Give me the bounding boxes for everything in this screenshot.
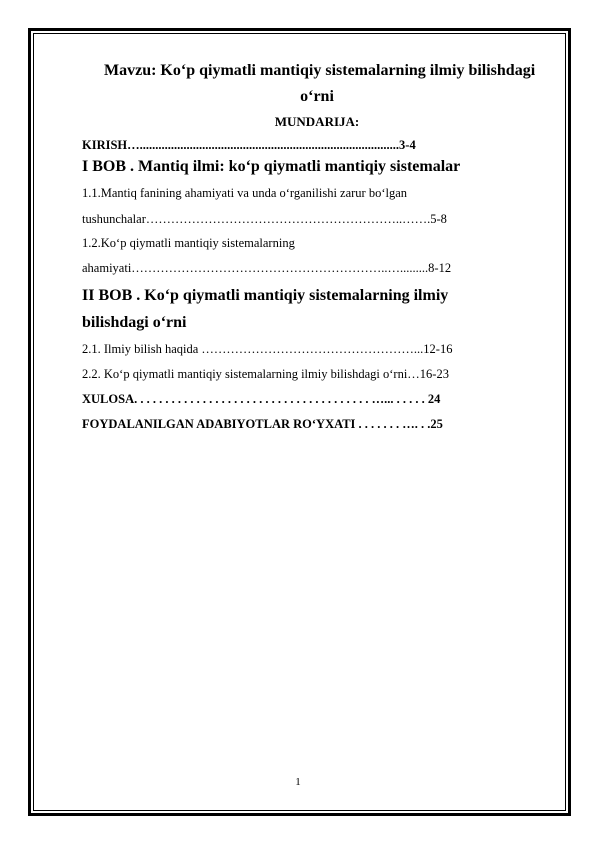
toc-entry-1-2-line-2: ahamiyati……………………………………………………..….........8-12 — [82, 261, 452, 275]
document-title-line-1: Mavzu: Ko‘p qiymatli mantiqiy sistemalarning ilmiy bilishdagi — [104, 62, 536, 79]
toc-entry-2-1: 2.1. Ilmiy bilish haqida ……………………………………………...12-16 — [82, 342, 453, 356]
toc-entry-conclusion: XULOSA. . . . . . . . . . . . . . . . . . . . . . . . . . . . . . . . . . . . . . …... . . . . . 24 — [82, 392, 441, 406]
contents-heading: MUNDARIJA: — [274, 114, 360, 129]
toc-entry-2-2: 2.2. Ko‘p qiymatli mantiqiy sistemalarning ilmiy bilishdagi o‘rni…16-23 — [82, 367, 449, 381]
toc-entry-bibliography: FOYDALANILGAN ADABIYOTLAR RO‘YXATI . . . . . . . …. . .25 — [82, 417, 443, 431]
toc-chapter-2-line-1: II BOB . Ko‘p qiymatli mantiqiy sistemalarning ilmiy — [82, 287, 449, 304]
page-number: 1 — [295, 776, 301, 788]
toc-entry-1-2-line-1: 1.2.Ko‘p qiymatli mantiqiy sistemalarning — [82, 236, 295, 250]
toc-entry-1-1-line-2: tushunchalar……………………………………………………..…….5-8 — [82, 212, 447, 226]
toc-entry-1-1-line-1: 1.1.Mantiq fanining ahamiyati va unda o‘rganilishi zarur bo‘lgan — [82, 186, 408, 200]
document-title-line-2: o‘rni — [300, 88, 334, 105]
toc-chapter-2-line-2: bilishdagi o‘rni — [82, 314, 187, 331]
toc-entry-introduction: KIRISH…...................................................................................3-4 — [82, 138, 416, 152]
toc-chapter-1: I BOB . Mantiq ilmi: ko‘p qiymatli mantiqiy sistemalar — [82, 158, 461, 175]
